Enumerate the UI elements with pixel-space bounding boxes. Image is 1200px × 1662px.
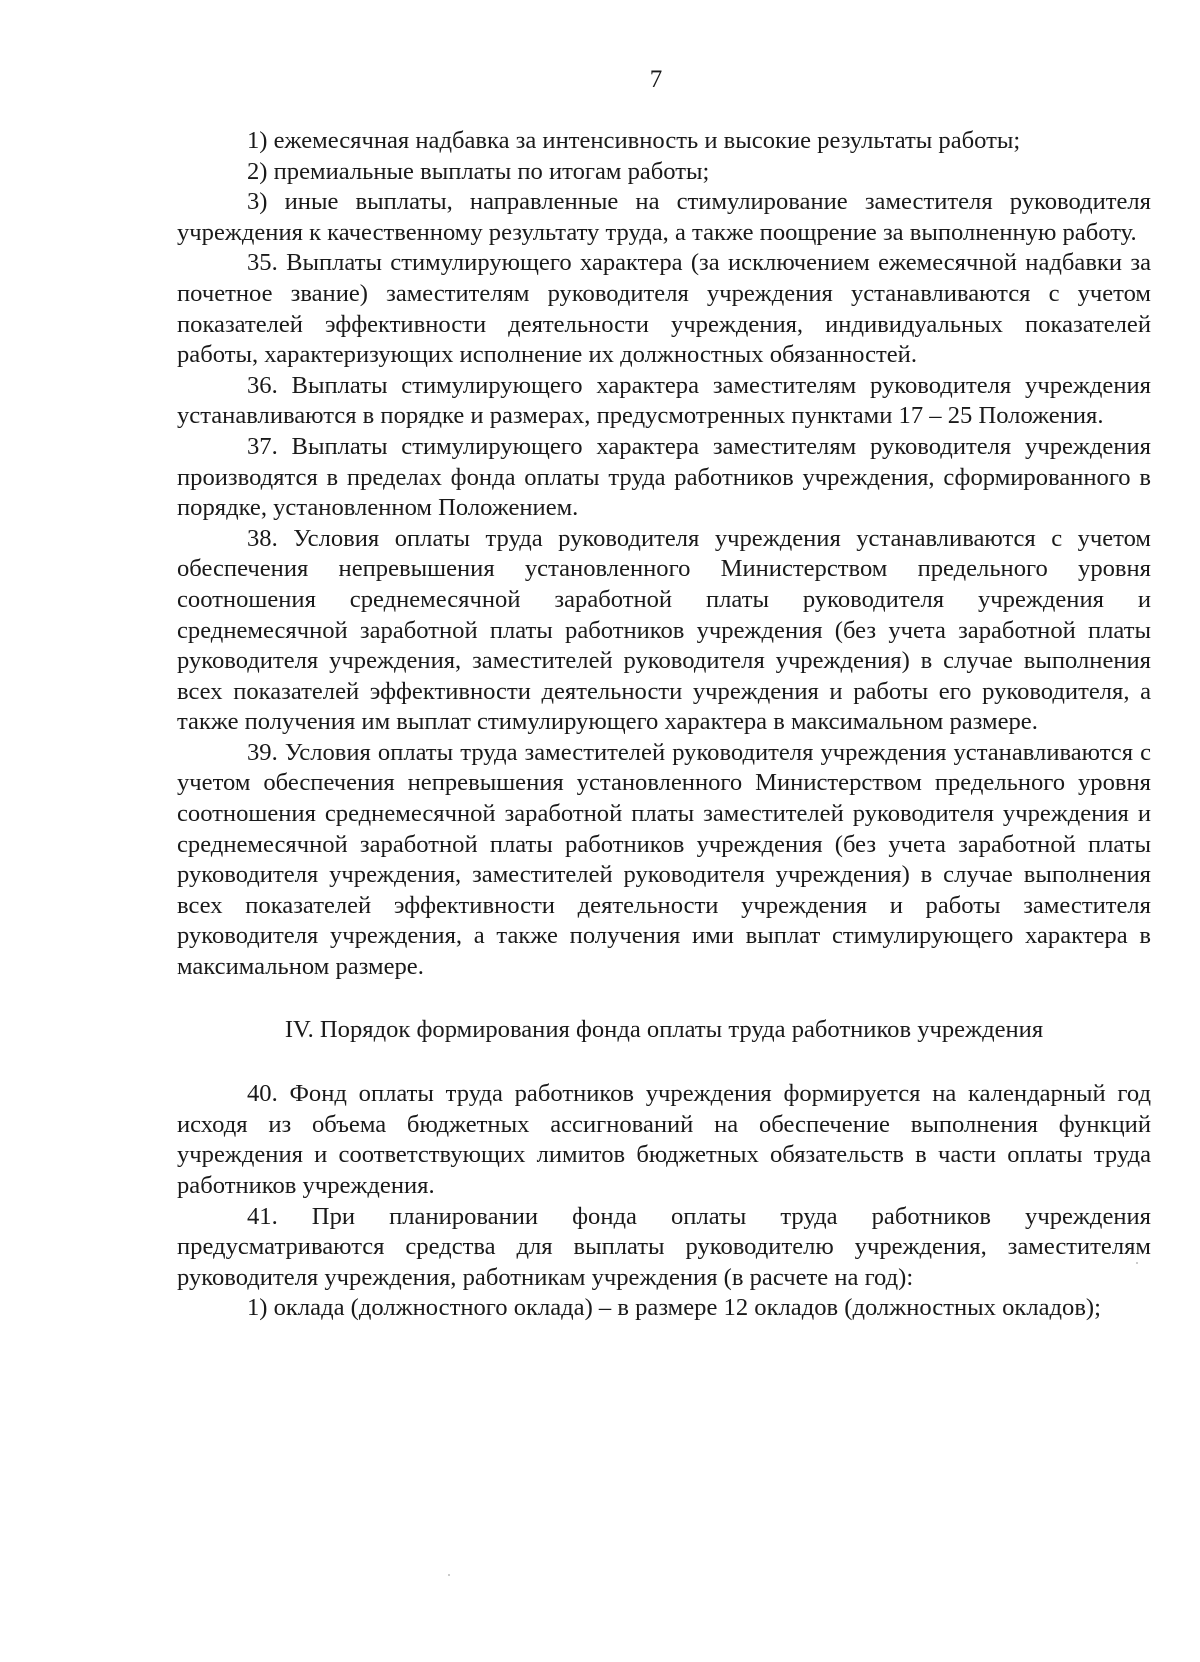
paragraph-38: 38. Условия оплаты труда руководителя учреждения устанавливаются с учетом обеспечения непревышения установленного Министерством предельного уровня соотношения среднемесячной заработной платы руководителя учреждения и среднемесячной заработной платы работников учреждения (без учета заработной платы руководителя учреждения, заместителей руководителя учреждения) в случае выполнения всех показателей эффективности деятельности учреждения и работы его руководителя, а также получения им выплат стимулирующего характера в максимальном размере.: [177, 524, 1151, 736]
paragraph-37: 37. Выплаты стимулирующего характера заместителям руководителя учреждения производятся в пределах фонда оплаты труда работников учреждения, сформированного в порядке, установленном Положением.: [177, 432, 1151, 522]
section-heading: IV. Порядок формирования фонда оплаты труда работников учреждения: [284, 1015, 1044, 1043]
paragraph-36: 36. Выплаты стимулирующего характера заместителям руководителя учреждения устанавливаются в порядке и размерах, предусмотренных пунктами 17 – 25 Положения.: [177, 371, 1151, 430]
paragraph-item-1: 1) ежемесячная надбавка за интенсивность и высокие результаты работы;: [247, 127, 1021, 154]
paragraph-item-2: 2) премиальные выплаты по итогам работы;: [247, 157, 710, 185]
document-body: [177, 126, 1151, 1324]
scan-speck: [448, 1574, 450, 1576]
paragraph-35: 35. Выплаты стимулирующего характера (за исключением ежемесячной надбавки за почетное звание) заместителям руководителя учреждения устанавливаются с учетом показателей эффективности деятельности учреждения, индивидуальных показателей работы, характеризующих исполнение их должностных обязанностей.: [177, 249, 1151, 369]
paragraph-41-item-1: 1) оклада (должностного оклада) – в размере 12 окладов (должностных окладов);: [247, 1294, 1101, 1322]
paragraph-40: 40. Фонд оплаты труда работников учреждения формируется на календарный год исходя из объема бюджетных ассигнований на обеспечение выполнения функций учреждения и соответствующих лимитов бюджетных обязательств в части оплаты труда работников учреждения.: [177, 1080, 1151, 1199]
page-number: 7: [649, 66, 663, 93]
paragraph-item-3: 3) иные выплаты, направленные на стимулирование заместителя руководителя учреждения к качественному результату труда, а также поощрение за выполненную работу.: [177, 188, 1151, 246]
paragraph-39: 39. Условия оплаты труда заместителей руководителя учреждения устанавливаются с учетом обеспечения непревышения установленного Министерством предельного уровня соотношения среднемесячной заработной платы заместителей руководителя учреждения и среднемесячной заработной платы работников учреждения (без учета заработной платы руководителя учреждения, заместителей руководителя учреждения) в случае выполнения всех показателей эффективности деятельности учреждения и работы заместителя руководителя учреждения, а также получения ими выплат стимулирующего характера в максимальном размере.: [177, 738, 1151, 981]
scan-speck: [1136, 1262, 1138, 1264]
paragraph-41: 41. При планировании фонда оплаты труда работников учреждения предусматриваются средства для выплаты руководителю учреждения, заместителям руководителя учреждения, работникам учреждения (в расчете на год):: [177, 1202, 1151, 1291]
